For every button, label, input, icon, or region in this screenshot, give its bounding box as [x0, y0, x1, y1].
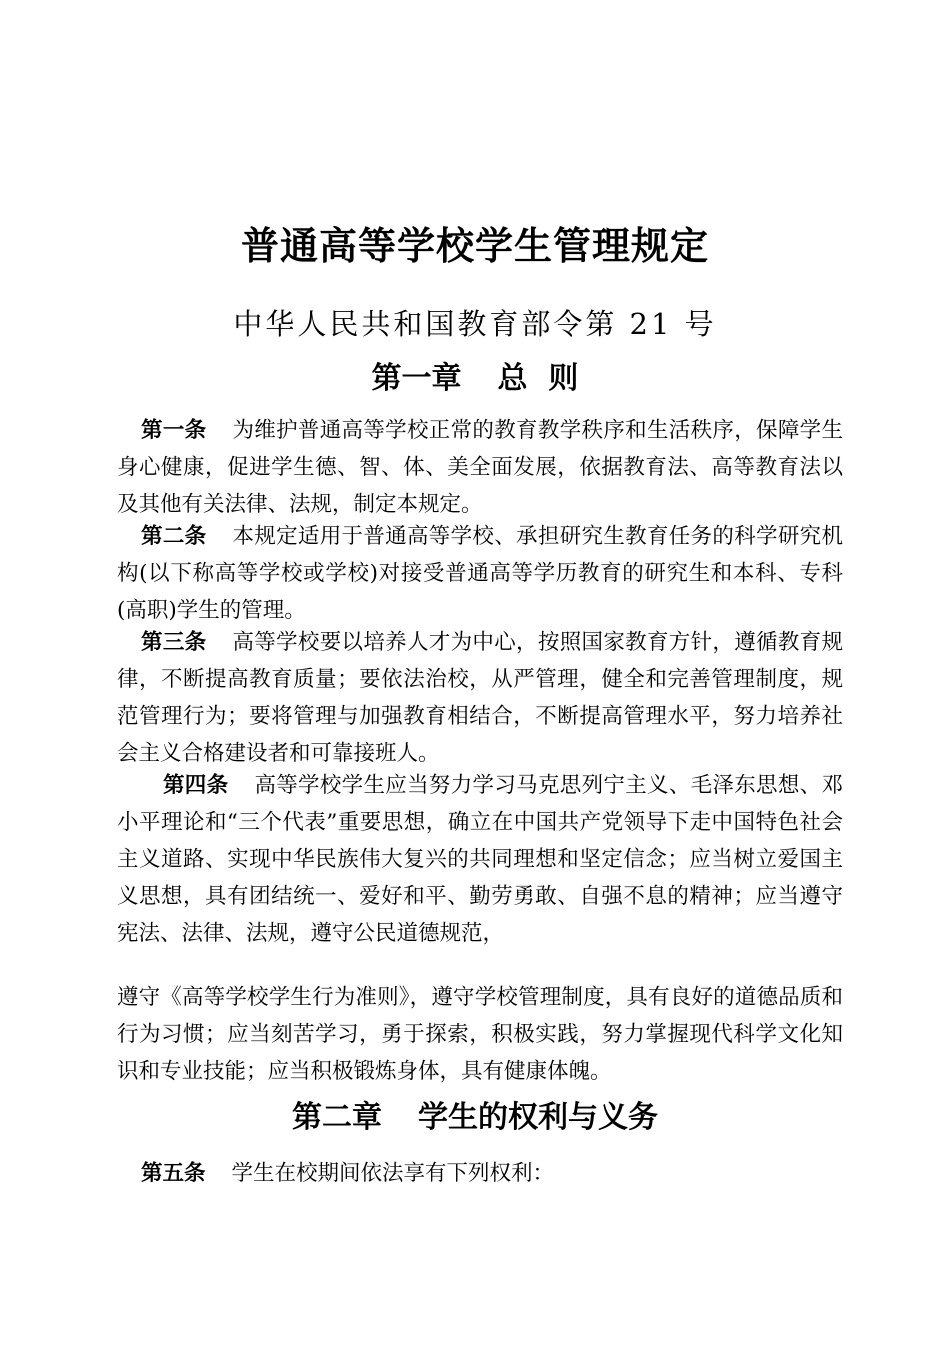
chapter-1-number: 第一章 — [371, 361, 462, 396]
article-5-text: 学生在校期间依法享有下列权利： — [231, 1161, 555, 1186]
article-5-label: 第五条 — [141, 1161, 206, 1186]
decree-number: 中华人民共和国教育部令第 21 号 — [233, 307, 717, 341]
article-3-text: 高等学校要以培养人才为中心，按照国家教育方针，遵循教育规律，不断提高教育质量；要依法治校，从严管理，健全和完善管理制度，规范管理行为；要将管理与加强教育相结合，不断提高管理水平，努力培养社会主义合格建设者和可靠接班人。 — [117, 630, 843, 766]
chapter-2-name: 学生的权利与义务 — [418, 1100, 658, 1135]
article-5 — [117, 1155, 843, 1192]
article-1-text: 为维护普通高等学校正常的教育教学秩序和生活秩序，保障学生身心健康，促进学生德、智、体、美全面发展，依据教育法、高等教育法以及其他有关法律、法规，制定本规定。 — [117, 418, 843, 517]
chapter-1-heading — [0, 357, 950, 401]
chapter-2-number: 第二章 — [292, 1100, 382, 1135]
article-1-label: 第一条 — [141, 418, 207, 443]
article-1 — [117, 412, 843, 523]
article-4-continuation: 遵守《高等学校学生行为准则》，遵守学校管理制度，具有良好的道德品质和行为习惯；应当刻苦学习，勇于探索，积极实践，努力掌握现代科学文化知识和专业技能；应当积极锻炼身体，具有健康体魄。 — [117, 985, 843, 1084]
chapter-2-heading — [0, 1096, 950, 1140]
article-4 — [117, 767, 843, 952]
article-4-text: 高等学校学生应当努力学习马克思列宁主义、毛泽东思想、邓小平理论和“三个代表”重要思想，确立在中国共产党领导下走中国特色社会主义道路、实现中华民族伟大复兴的共同理想和坚定信念；应当树立爱国主义思想，具有团结统一、爱好和平、勤劳勇敢、自强不息的精神；应当遵守宪法、法律、法规，遵守公民道德规范， — [117, 773, 843, 946]
article-2 — [117, 518, 843, 629]
article-2-label: 第二条 — [141, 524, 207, 549]
article-3 — [117, 624, 843, 772]
article-3-label: 第三条 — [141, 630, 207, 655]
article-2-text: 本规定适用于普通高等学校、承担研究生教育任务的科学研究机构(以下称高等学校或学校)对接受普通高等学历教育的研究生和本科、专科(高职)学生的管理。 — [117, 524, 843, 623]
document-title: 普通高等学校学生管理规定 — [240, 223, 709, 268]
article-4-label: 第四条 — [163, 773, 229, 798]
chapter-1-name: 总 则 — [497, 361, 579, 396]
